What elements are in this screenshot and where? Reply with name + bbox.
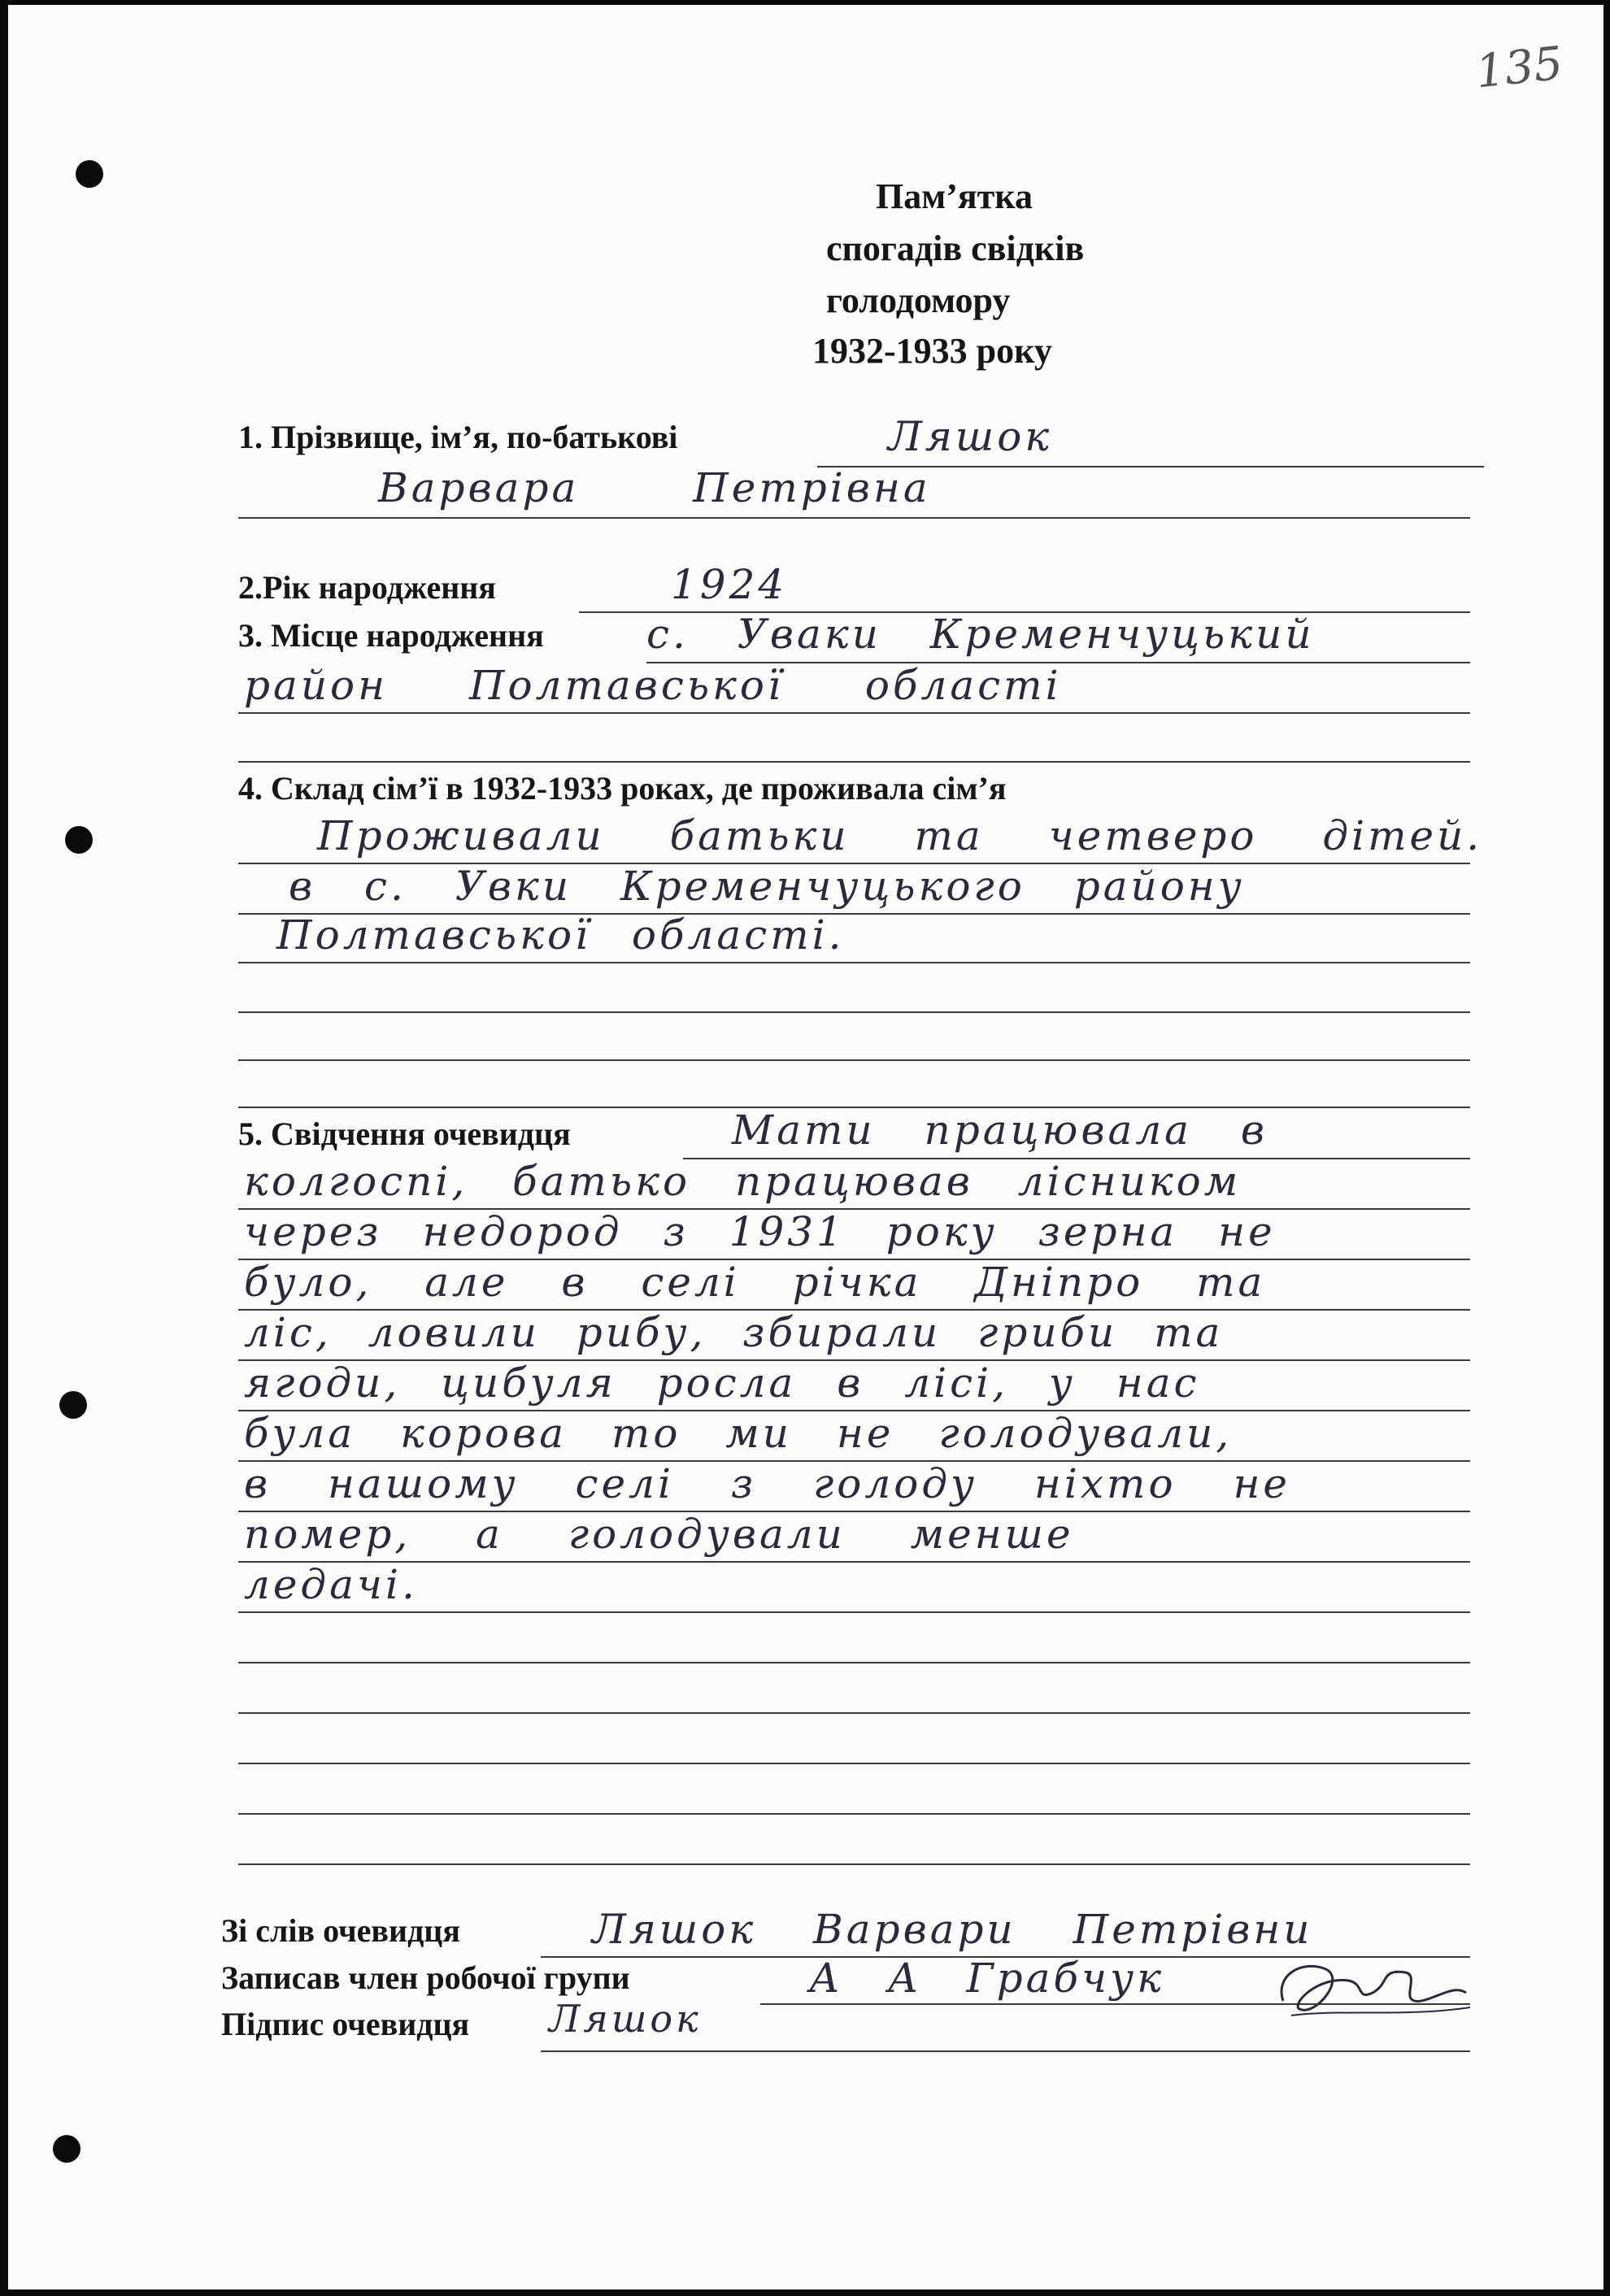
testimony-label: 5. Свідчення очевидця [238,1115,571,1152]
name-label: 1. Прізвище, ім’я, по-батькові [238,419,678,455]
from-words-label: Зі слів очевидця [221,1912,460,1949]
testimony-line-2: колгоспі, батько працював лісником [244,1158,1242,1205]
punch-hole [53,2135,80,2163]
testimony-line-6: ягоди, цибуля росла в лісі, у нас [244,1359,1200,1407]
punch-hole [59,1391,87,1419]
testimony-line-8: в нашому селі з голоду ніхто не [244,1460,1290,1507]
family-line-2: в с. Увки Кременчуцького району [289,863,1245,910]
title-line-2: спогадів свідків [826,228,1085,268]
name-value-line-2: Варвара Петрівна [378,464,931,511]
testimony-line-5: ліс, ловили рибу, збирали гриби та [244,1309,1224,1356]
birth-place-value-line-2: район Полтавської області [244,662,1062,709]
family-line-3: Полтавської області. [276,911,845,959]
title-line-3: голодомору [826,280,1011,320]
punch-hole [76,160,103,188]
punch-hole [65,826,93,854]
recorded-by-value: А А Грабчук [809,1955,1164,2002]
recorder-signature [1267,1944,1478,2033]
family-line-1: Проживали батьки та четверо дітей. [317,812,1483,859]
birth-place-label: 3. Місце народження [238,617,544,654]
title-line-4: 1932-1933 року [812,331,1052,371]
signature-label: Підпис очевидця [221,2006,470,2042]
birth-year-label: 2.Рік народження [238,569,496,606]
testimony-line-9: помер, а голодували менше [244,1511,1074,1558]
testimony-line-4: було, але в селі річка Дніпро та [244,1259,1266,1306]
testimony-line-7: була корова то ми не голодували, [244,1410,1233,1457]
family-label: 4. Склад сім’ї в 1932-1933 роках, де проживала сім’я [238,770,1007,807]
page-number: 135 [1473,37,1565,99]
witness-signature: Ляшок [549,1997,702,2041]
testimony-line-10: ледачі. [244,1561,418,1608]
title-line-1: Пам’ятка [876,176,1033,216]
testimony-line-3: через недород з 1931 року зерна не [244,1208,1276,1255]
name-value-line-1: Ляшок [888,413,1053,460]
document-page [8,5,1603,2289]
birth-place-value-line-1: с. Уваки Кременчуцький [646,611,1315,658]
testimony-line-1: Мати працювала в [732,1107,1268,1154]
birth-year-value: 1924 [671,561,788,608]
recorded-by-label: Записав член робочої групи [221,1959,630,1996]
from-words-value: Ляшок Варвари Петрівни [592,1906,1313,1953]
